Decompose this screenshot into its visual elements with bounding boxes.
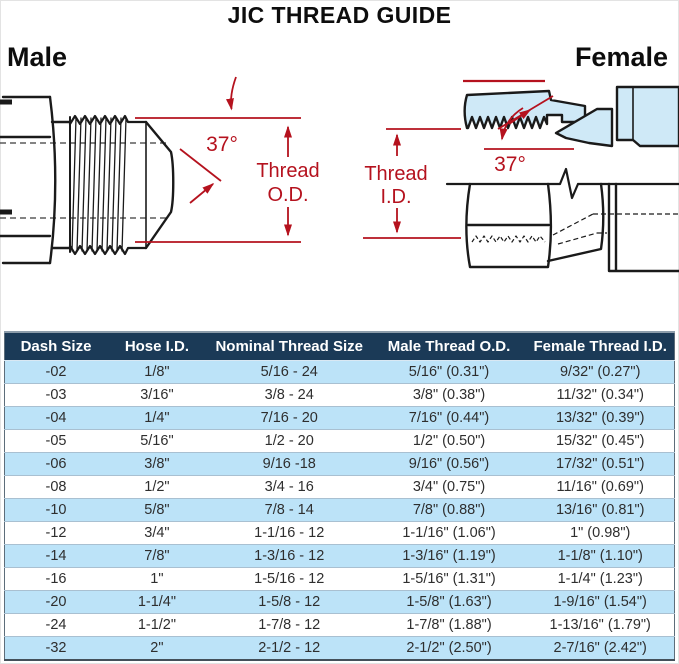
table-header-row	[5, 332, 675, 361]
col-header-male-thread-od: Male Thread O.D.	[372, 332, 527, 361]
cell-female-thread-id: 2-7/16" (2.42")	[526, 637, 674, 661]
cell-female-thread-id: 1-1/4" (1.23")	[526, 568, 674, 591]
cell-dash-size: -14	[5, 545, 108, 568]
cell-dash-size: -08	[5, 476, 108, 499]
male-flare-angle-arrow	[190, 184, 213, 203]
col-header-hose-id: Hose I.D.	[107, 332, 207, 361]
cell-hose-id: 3/8"	[107, 453, 207, 476]
table-row	[5, 568, 675, 591]
col-header-nominal-thread-size: Nominal Thread Size	[207, 332, 372, 361]
cell-male-thread-od: 1/2" (0.50")	[372, 430, 527, 453]
cell-hose-id: 2"	[107, 637, 207, 661]
page-title: JIC THREAD GUIDE	[227, 2, 452, 28]
cell-nominal-thread-size: 7/8 - 14	[207, 499, 372, 522]
cell-male-thread-od: 3/4" (0.75")	[372, 476, 527, 499]
female-angle-label: 37°	[494, 153, 526, 176]
cell-nominal-thread-size: 1-3/16 - 12	[207, 545, 372, 568]
cell-female-thread-id: 11/16" (0.69")	[526, 476, 674, 499]
cell-male-thread-od: 3/8" (0.38")	[372, 384, 527, 407]
table-row	[5, 591, 675, 614]
cell-hose-id: 1-1/4"	[107, 591, 207, 614]
table-row	[5, 499, 675, 522]
cell-female-thread-id: 1" (0.98")	[526, 522, 674, 545]
cell-hose-id: 5/8"	[107, 499, 207, 522]
table-row	[5, 407, 675, 430]
table-row	[5, 361, 675, 384]
cell-female-thread-id: 15/32" (0.45")	[526, 430, 674, 453]
table-row	[5, 430, 675, 453]
male-angle-label: 37°	[206, 133, 238, 156]
col-header-dash-size: Dash Size	[5, 332, 108, 361]
cell-nominal-thread-size: 1-7/8 - 12	[207, 614, 372, 637]
cell-nominal-thread-size: 1-1/16 - 12	[207, 522, 372, 545]
cell-dash-size: -06	[5, 453, 108, 476]
female-dim-label-line2: I.D.	[380, 186, 412, 208]
cell-dash-size: -03	[5, 384, 108, 407]
table-row	[5, 614, 675, 637]
cell-male-thread-od: 5/16" (0.31")	[372, 361, 527, 384]
female-fitting-drawing	[447, 87, 679, 271]
cell-nominal-thread-size: 5/16 - 24	[207, 361, 372, 384]
cell-dash-size: -12	[5, 522, 108, 545]
cell-dash-size: -05	[5, 430, 108, 453]
cell-male-thread-od: 1-5/8" (1.63")	[372, 591, 527, 614]
cell-male-thread-od: 1-7/8" (1.88")	[372, 614, 527, 637]
cell-nominal-thread-size: 1-5/16 - 12	[207, 568, 372, 591]
cell-hose-id: 1-1/2"	[107, 614, 207, 637]
cell-male-thread-od: 1-5/16" (1.31")	[372, 568, 527, 591]
cell-nominal-thread-size: 1-5/8 - 12	[207, 591, 372, 614]
female-hidden-threads	[472, 236, 545, 242]
male-tube-marks	[0, 102, 12, 212]
cell-female-thread-id: 1-1/8" (1.10")	[526, 545, 674, 568]
cell-female-thread-id: 1-9/16" (1.54")	[526, 591, 674, 614]
cell-hose-id: 7/8"	[107, 545, 207, 568]
cell-nominal-thread-size: 1/2 - 20	[207, 430, 372, 453]
table-body	[5, 361, 675, 661]
cell-male-thread-od: 1-1/16" (1.06")	[372, 522, 527, 545]
cell-nominal-thread-size: 2-1/2 - 12	[207, 637, 372, 661]
table-row	[5, 522, 675, 545]
cell-hose-id: 3/16"	[107, 384, 207, 407]
cell-hose-id: 1"	[107, 568, 207, 591]
cell-hose-id: 1/8"	[107, 361, 207, 384]
female-nut-exterior	[466, 184, 551, 267]
cell-nominal-thread-size: 7/16 - 20	[207, 407, 372, 430]
cell-hose-id: 1/2"	[107, 476, 207, 499]
cell-female-thread-id: 13/32" (0.39")	[526, 407, 674, 430]
male-nose-cone	[146, 122, 173, 248]
male-fitting-drawing	[0, 97, 173, 263]
table-row	[5, 545, 675, 568]
cell-dash-size: -04	[5, 407, 108, 430]
fittings-diagram	[0, 75, 679, 300]
cell-male-thread-od: 2-1/2" (2.50")	[372, 637, 527, 661]
male-hex-body	[0, 97, 50, 263]
male-leader-arrow	[231, 77, 236, 109]
male-thread-flanks	[72, 118, 126, 251]
female-section-label: Female	[574, 42, 668, 72]
female-tube-section	[617, 87, 679, 146]
cell-hose-id: 3/4"	[107, 522, 207, 545]
female-dim-label-line1: Thread	[364, 163, 428, 185]
table-row	[5, 453, 675, 476]
thread-size-table	[4, 331, 675, 661]
cell-hose-id: 1/4"	[107, 407, 207, 430]
cell-dash-size: -32	[5, 637, 108, 661]
cell-male-thread-od: 7/16" (0.44")	[372, 407, 527, 430]
table-row	[5, 384, 675, 407]
cell-female-thread-id: 17/32" (0.51")	[526, 453, 674, 476]
cell-dash-size: -20	[5, 591, 108, 614]
cell-nominal-thread-size: 9/16 -18	[207, 453, 372, 476]
cell-dash-size: -24	[5, 614, 108, 637]
female-tube-lower	[609, 184, 679, 271]
table-row	[5, 476, 675, 499]
cell-female-thread-id: 9/32" (0.27")	[526, 361, 674, 384]
cell-dash-size: -10	[5, 499, 108, 522]
female-centerline	[447, 169, 679, 198]
male-section-label: Male	[7, 42, 68, 72]
male-dim-label-line2: O.D.	[267, 184, 309, 206]
cell-female-thread-id: 13/16" (0.81")	[526, 499, 674, 522]
cell-male-thread-od: 1-3/16" (1.19")	[372, 545, 527, 568]
cell-nominal-thread-size: 3/8 - 24	[207, 384, 372, 407]
cell-dash-size: -16	[5, 568, 108, 591]
cell-female-thread-id: 11/32" (0.34")	[526, 384, 674, 407]
table-row	[5, 637, 675, 661]
cell-nominal-thread-size: 3/4 - 16	[207, 476, 372, 499]
cell-male-thread-od: 9/16" (0.56")	[372, 453, 527, 476]
cell-male-thread-od: 7/8" (0.88")	[372, 499, 527, 522]
cell-female-thread-id: 1-13/16" (1.79")	[526, 614, 674, 637]
cell-dash-size: -02	[5, 361, 108, 384]
male-dim-label-line1: Thread	[256, 160, 320, 182]
cell-hose-id: 5/16"	[107, 430, 207, 453]
col-header-female-thread-id: Female Thread I.D.	[526, 332, 674, 361]
female-nut-section	[465, 91, 585, 128]
